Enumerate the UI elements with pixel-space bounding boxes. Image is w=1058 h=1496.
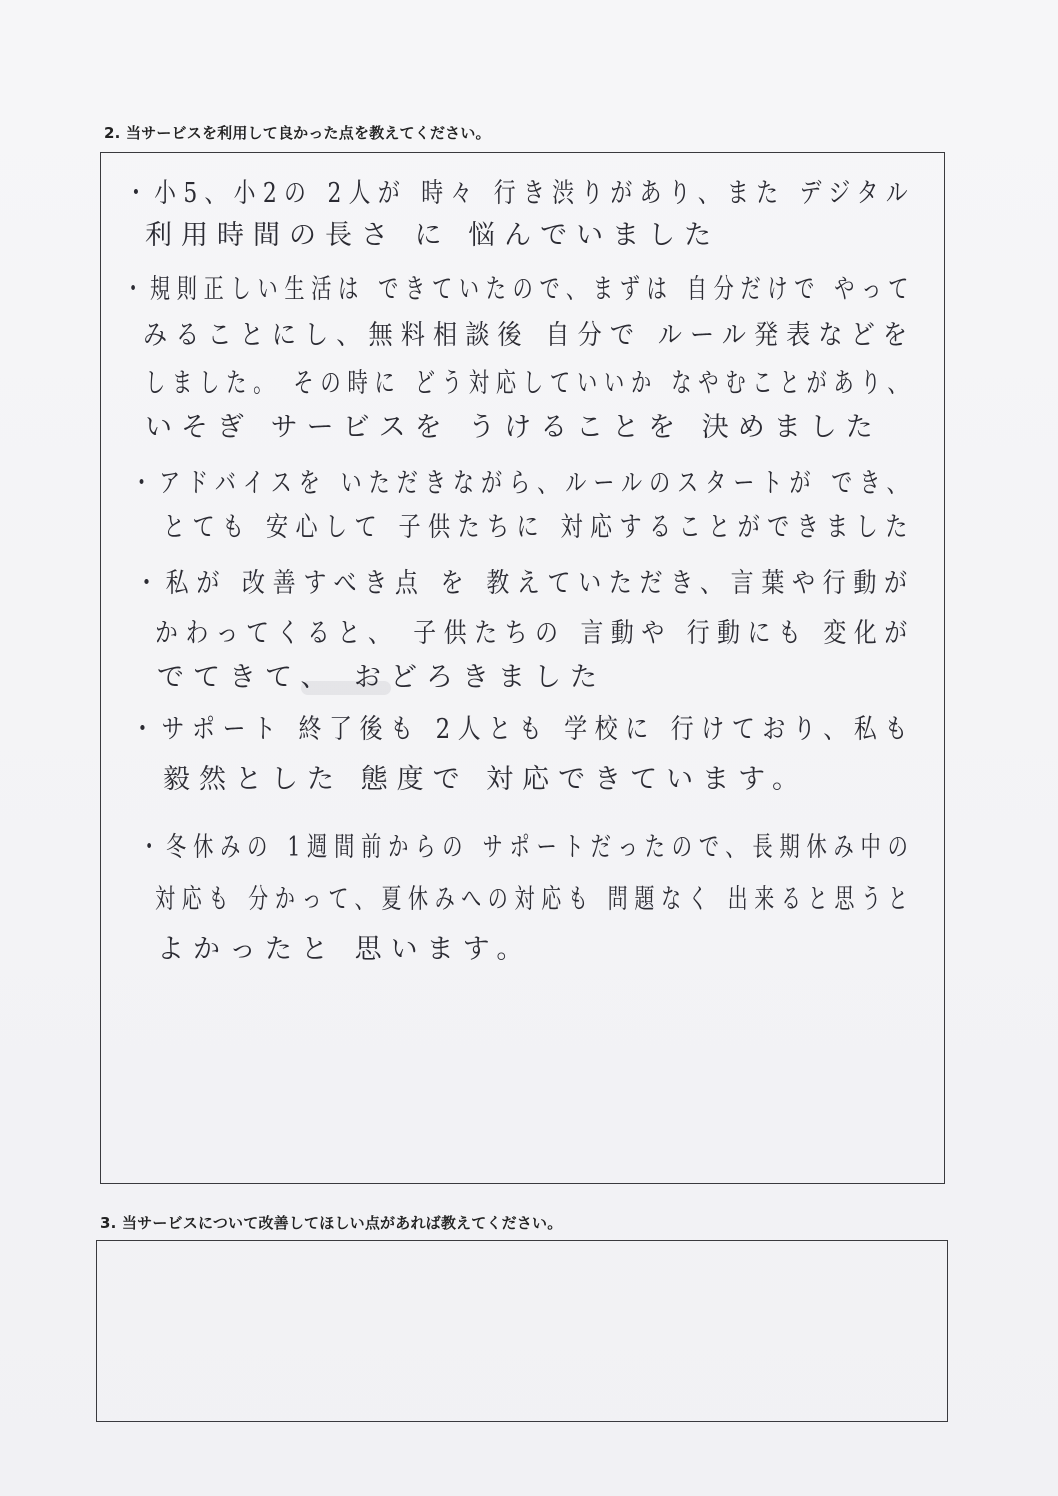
answer-line: ・アドバイスを いただきながら、ルールのスタートが でき、 [131,468,915,499]
question-3-heading: 3. 当サービスについて改善してほしい点があれば教えてください。 [100,1214,563,1232]
answer-line: みることにし、無料相談後 自分で ルール発表などを [143,320,916,351]
answer-line: ・規則正しい生活は できていたので、まずは 自分だけで やって [123,274,915,305]
answer-line: ・小5、小2の 2人が 時々 行き渋りがあり、また デジタル [125,178,915,209]
question-2-heading: 2. 当サービスを利用して良かった点を教えてください。 [104,124,491,142]
answer-line: ・サポート 終了後も 2人とも 学校に 行けており、私も [131,714,915,745]
answer-line: 毅然とした 態度で 対応できています。 [163,764,809,795]
answer-line: 利用時間の長さ に 悩んでいました [145,220,721,251]
answer-line: しました。 その時に どう対応していいか なやむことがあり、 [145,368,915,399]
answer-line: でてきて、 おどろきました [157,662,607,693]
answer-line: 対応も 分かって、夏休みへの対応も 問題なく 出来ると思うと [155,884,915,915]
answer-line: とても 安心して 子供たちに 対応することができました [163,512,915,543]
question-3-answer-box [96,1240,948,1422]
answer-line: いそぎ サービスを うけることを 決めました [145,412,882,443]
question-2-answer-box [100,152,945,1184]
answer-line: よかったと 思います。 [157,934,533,965]
answer-line: かわってくると、 子供たちの 言動や 行動にも 変化が [155,618,915,649]
answer-line: ・私が 改善すべき点 を 教えていただき、言葉や行動が [135,568,915,599]
answer-line: ・冬休みの 1週間前からの サポートだったので、長期休み中の [139,832,915,863]
